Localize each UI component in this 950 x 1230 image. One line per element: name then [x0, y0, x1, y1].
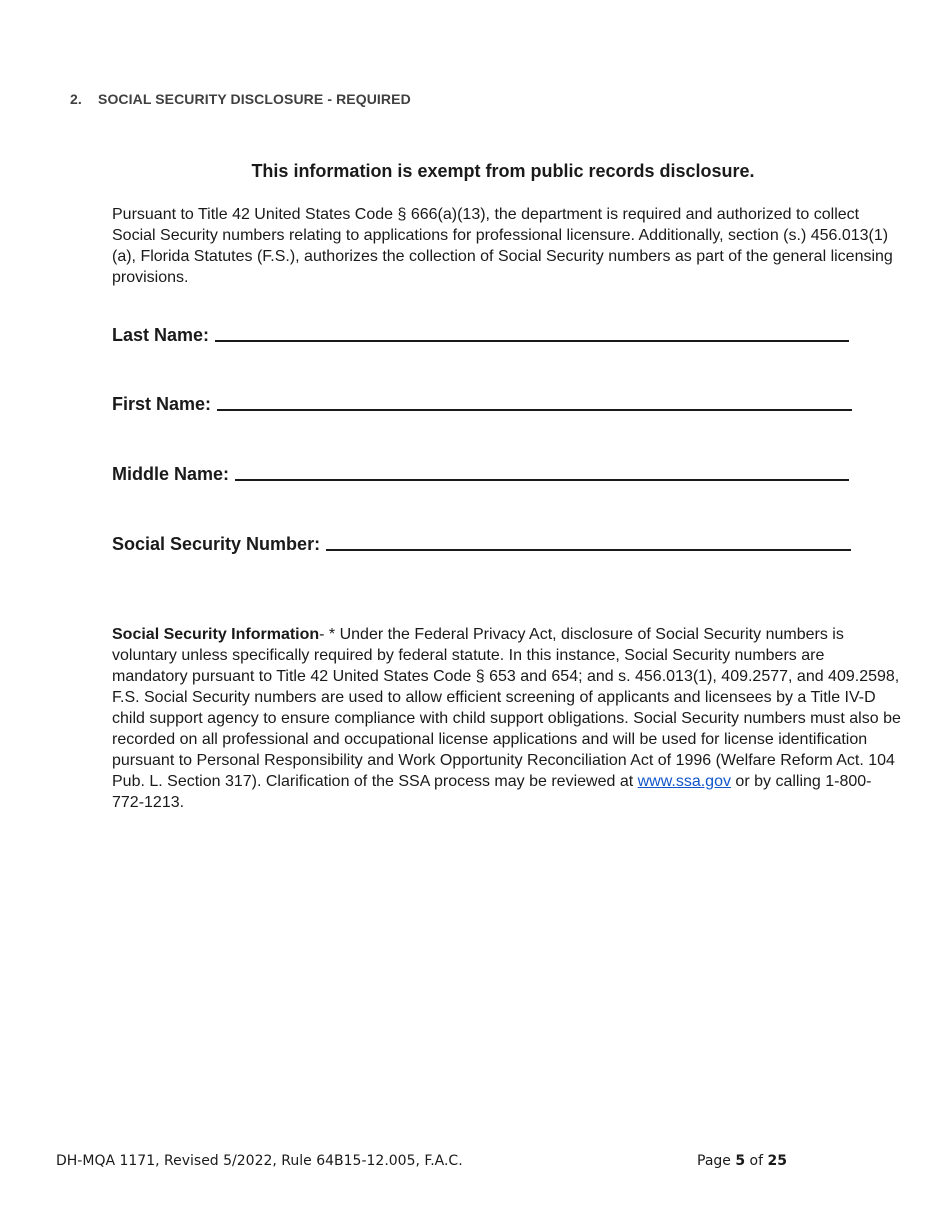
last-name-label: Last Name: — [112, 325, 210, 345]
ssn-info-paragraph — [112, 624, 902, 813]
section-number: 2. — [70, 91, 82, 107]
first-name-label: First Name: — [112, 394, 212, 414]
ssa-link[interactable]: www.ssa.gov — [637, 773, 731, 790]
page-of: of — [745, 1153, 768, 1169]
footer-form-info: DH-MQA 1171, Revised 5/2022, Rule 64B15-12.005, F.A.C. — [56, 1153, 463, 1169]
first-name-field[interactable] — [112, 391, 852, 415]
last-name-field[interactable] — [112, 322, 849, 346]
ssn-label: Social Security Number: — [112, 534, 321, 554]
ssn-field[interactable] — [112, 531, 851, 555]
last-name-input-line[interactable] — [215, 340, 849, 342]
ssn-info-heading: Social Security Information — [112, 626, 320, 643]
intro-paragraph: Pursuant to Title 42 United States Code § 666(a)(13), the department is required and authorized to collect Social Security numbers relating to applications for professional licensure. Additionally, section (s.) 456.013(1)(a), Florida Statutes (F.S.), authorizes the collection of Social Security numbers as part of the general licensing provisions. — [112, 206, 893, 286]
middle-name-input-line[interactable] — [235, 479, 849, 481]
middle-name-field[interactable] — [112, 461, 849, 485]
page-current: 5 — [735, 1153, 746, 1169]
section-heading — [70, 91, 411, 107]
ssn-info-tail: or by calling 1-800-772-1213. — [112, 773, 872, 811]
page-total: 25 — [767, 1153, 787, 1169]
section-title: SOCIAL SECURITY DISCLOSURE - REQUIRED — [98, 91, 411, 107]
footer-page-number — [697, 1153, 787, 1169]
ssn-input-line[interactable] — [326, 549, 851, 551]
first-name-input-line[interactable] — [217, 409, 852, 411]
ssn-info-body: - * Under the Federal Privacy Act, disclosure of Social Security numbers is voluntary unless specifically required by federal statute. In this instance, Social Security numbers are mandatory pursuant to Title 42 United States Code § 653 and 654; and s. 456.013(1), 409.2577, and 409.2598, F.S. Social Security numbers are used to allow efficient screening of applicants and licensees by a Title IV-D child support agency to ensure compliance with child support obligations. Social Security numbers must also be recorded on all professional and occupational license applications and will be used for license identification pursuant to Personal Responsibility and Work Opportunity Reconciliation Act of 1996 (Welfare Reform Act. 104 Pub. L. Section 317). Clarification of the SSA process may be reviewed at — [112, 626, 901, 790]
page-prefix: Page — [697, 1153, 736, 1169]
middle-name-label: Middle Name: — [112, 464, 230, 484]
exempt-notice: This information is exempt from public records disclosure. — [251, 161, 755, 181]
